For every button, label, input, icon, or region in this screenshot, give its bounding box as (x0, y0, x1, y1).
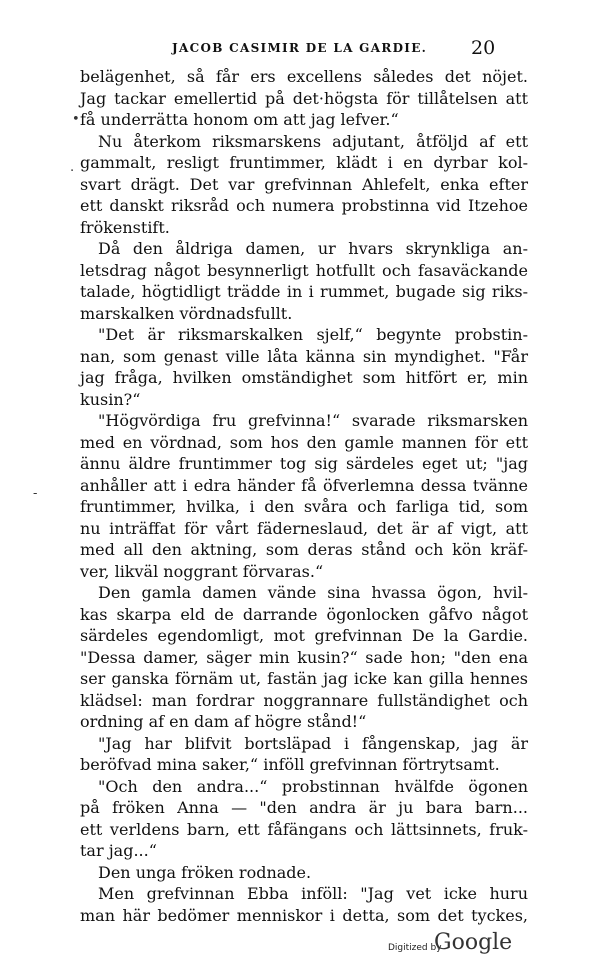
text-line: kusin?“ (80, 389, 141, 409)
text-line: klädsel: man fordrar noggrannare fullständighet och (80, 690, 528, 710)
margin-mark: • (72, 112, 80, 127)
text-line: ver, likväl noggrant förvaras.“ (80, 561, 324, 581)
running-head: JACOB CASIMIR DE LA GARDIE. (172, 41, 428, 55)
google-wordmark: Google (434, 930, 513, 955)
text-line: frökenstift. (80, 217, 170, 237)
text-line: tar jag...“ (80, 841, 157, 860)
text-line: Nu återkom riksmarskens adjutant, åtföljd af ett (98, 131, 528, 151)
text-line: ett danskt riksråd och numera probstinna vid Itzehoe (80, 196, 528, 215)
text-line: Då den åldriga damen, ur hvars skrynkliga an- (98, 239, 528, 258)
text-line: "Högvördiga fru grefvinna!“ svarade riksmarsken (98, 411, 528, 430)
text-line: gammalt, resligt fruntimmer, klädt i en dyrbar kol- (80, 153, 528, 172)
text-line: nu inträffat för vårt fäderneslaud, det är af vigt, att (80, 518, 528, 538)
text-line: "Och den andra...“ probstinnan hvälfde ögonen (98, 776, 528, 796)
page-number: 20 (471, 37, 496, 59)
text-line: "Dessa damer, säger min kusin?“ sade hon; "den ena (80, 647, 528, 667)
text-line: svart drägt. Det var grefvinnan Ahlefelt, enka efter (80, 174, 528, 194)
text-line: talade, högtidligt trädde in i rummet, bugade sig riks- (80, 282, 528, 301)
margin-mark: . (70, 160, 75, 175)
text-line: fruntimmer, hvilka, i den svåra och farliga tid, som (80, 497, 528, 516)
text-line: man här bedömer menniskor i detta, som det tyckes, (80, 905, 528, 925)
text-line: på fröken Anna — "den andra är ju bara barn... (80, 798, 528, 817)
margin-mark: - (33, 486, 38, 501)
text-line: Jag tackar emellertid på det·högsta för tillåtelsen att (80, 88, 528, 108)
text-line: med all den aktning, som deras stånd och kön kräf- (80, 540, 528, 559)
text-line: Men grefvinnan Ebba inföll: "Jag vet icke huru (98, 884, 528, 903)
body-text (80, 66, 528, 926)
text-line: ännu äldre fruntimmer tog sig särdeles eget ut; "jag (80, 454, 528, 473)
text-line: beröfvad mina saker,“ inföll grefvinnan förtrytsamt. (80, 755, 500, 774)
text-line: belägenhet, så får ers excellens således det nöjet. (80, 67, 528, 86)
text-line: jag fråga, hvilken omständighet som hitfört er, min (80, 368, 528, 387)
text-line: få underrätta honom om att jag lefver.“ (80, 110, 399, 129)
text-line: anhåller att i edra händer få öfverlemna dessa tvänne (80, 475, 528, 495)
text-line: kas skarpa eld de darrande ögonlocken gåfvo något (80, 604, 528, 624)
text-line: nan, som genast ville låta känna sin myndighet. "Får (80, 346, 528, 366)
text-line: ser ganska förnäm ut, fastän jag icke kan gilla hennes (80, 669, 528, 688)
digitized-by-google (388, 932, 528, 958)
text-line: marskalken vördnadsfullt. (80, 303, 293, 323)
digitized-by-label: Digitized by (388, 943, 442, 953)
text-line: ett verldens barn, ett fåfängans och lättsinnets, fruk- (80, 819, 528, 839)
text-line: särdeles egendomligt, mot grefvinnan De la Gardie. (80, 626, 528, 645)
text-line: "Det är riksmarskalken sjelf,“ begynte probstin- (98, 325, 528, 344)
text-line: med en vördnad, som hos den gamle mannen för ett (80, 432, 528, 452)
text-line: letsdrag något besynnerligt hotfullt och fasaväckande (80, 260, 528, 280)
text-line: Den unga fröken rodnade. (98, 862, 312, 882)
text-line: Den gamla damen vände sina hvassa ögon, hvil- (98, 583, 528, 602)
page-header (0, 38, 600, 62)
text-line: "Jag har blifvit bortsläpad i fångenskap, jag är (98, 733, 528, 753)
text-line: ordning af en dam af högre stånd!“ (80, 712, 367, 731)
